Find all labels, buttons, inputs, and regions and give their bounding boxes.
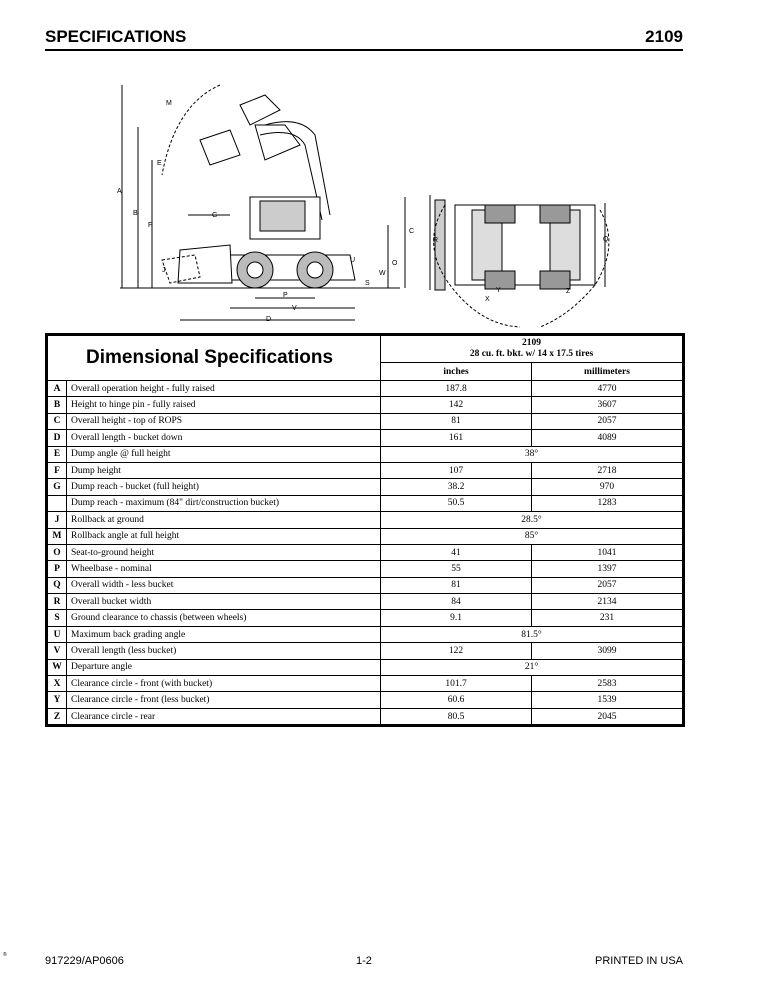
row-millimeters: 2045 xyxy=(532,708,683,724)
svg-text:W: W xyxy=(379,270,386,277)
svg-text:J: J xyxy=(162,267,166,274)
table-row xyxy=(48,577,683,593)
table-row xyxy=(48,708,683,724)
table-row xyxy=(48,692,683,708)
table-row xyxy=(48,512,683,528)
svg-text:C: C xyxy=(409,228,415,235)
table-title: Dimensional Specifications xyxy=(48,336,381,381)
registered-mark: ® xyxy=(3,952,7,958)
table-row xyxy=(48,446,683,462)
svg-text:F: F xyxy=(148,222,153,229)
row-description: Overall length - bucket down xyxy=(67,430,381,446)
svg-text:M: M xyxy=(166,100,172,107)
svg-text:O: O xyxy=(392,260,398,267)
row-inches: 107 xyxy=(381,462,532,478)
row-description: Maximum back grading angle xyxy=(67,626,381,642)
svg-text:V: V xyxy=(292,305,297,312)
svg-text:B: B xyxy=(133,210,138,217)
row-millimeters: 231 xyxy=(532,610,683,626)
row-letter: O xyxy=(48,544,67,560)
svg-text:X: X xyxy=(485,296,490,303)
row-millimeters: 970 xyxy=(532,479,683,495)
row-letter: Z xyxy=(48,708,67,724)
row-description: Rollback at ground xyxy=(67,512,381,528)
page-number: 1-2 xyxy=(356,955,372,967)
row-inches: 122 xyxy=(381,643,532,659)
row-description: Overall bucket width xyxy=(67,594,381,610)
dimensional-specifications-table xyxy=(45,333,685,727)
svg-text:Y: Y xyxy=(496,287,501,294)
table-row xyxy=(48,479,683,495)
page-title: SPECIFICATIONS xyxy=(45,27,187,46)
row-value: 28.5° xyxy=(381,512,683,528)
printed-in: PRINTED IN USA xyxy=(594,955,683,967)
row-inches: 60.6 xyxy=(381,692,532,708)
row-letter: J xyxy=(48,512,67,528)
document-number: 917229/AP0606 xyxy=(45,955,124,967)
table-row xyxy=(48,676,683,692)
row-description: Rollback angle at full height xyxy=(67,528,381,544)
row-description: Clearance circle - front (with bucket) xyxy=(67,676,381,692)
row-letter: V xyxy=(48,643,67,659)
table-row xyxy=(48,659,683,675)
row-inches: 81 xyxy=(381,577,532,593)
row-description: Overall length (less bucket) xyxy=(67,643,381,659)
row-description: Wheelbase - nominal xyxy=(67,561,381,577)
row-value: 38° xyxy=(381,446,683,462)
row-inches: 81 xyxy=(381,413,532,429)
table-model: 2109 xyxy=(522,338,541,349)
svg-text:S: S xyxy=(365,280,370,287)
row-millimeters: 3607 xyxy=(532,397,683,413)
svg-text:E: E xyxy=(157,160,162,167)
row-description: Clearance circle - rear xyxy=(67,708,381,724)
row-inches: 84 xyxy=(381,594,532,610)
table-model-header xyxy=(381,336,683,363)
row-inches: 38.2 xyxy=(381,479,532,495)
col-mm-header: millimeters xyxy=(532,363,683,381)
row-description: Dump height xyxy=(67,462,381,478)
row-description: Overall width - less bucket xyxy=(67,577,381,593)
row-millimeters: 2057 xyxy=(532,577,683,593)
row-description: Seat-to-ground height xyxy=(67,544,381,560)
row-millimeters: 4770 xyxy=(532,381,683,397)
row-inches: 101.7 xyxy=(381,676,532,692)
table-row xyxy=(48,397,683,413)
row-description: Departure angle xyxy=(67,659,381,675)
row-letter xyxy=(48,495,67,511)
table-row xyxy=(48,462,683,478)
table-row xyxy=(48,626,683,642)
table-row xyxy=(48,381,683,397)
row-millimeters: 1041 xyxy=(532,544,683,560)
svg-text:Q: Q xyxy=(603,236,609,243)
row-inches: 50.5 xyxy=(381,495,532,511)
row-letter: P xyxy=(48,561,67,577)
table-row xyxy=(48,528,683,544)
svg-text:P: P xyxy=(283,292,288,299)
row-letter: U xyxy=(48,626,67,642)
row-description: Dump angle @ full height xyxy=(67,446,381,462)
row-inches: 80.5 xyxy=(381,708,532,724)
row-value: 85° xyxy=(381,528,683,544)
table-row xyxy=(48,430,683,446)
table-row xyxy=(48,561,683,577)
row-letter: D xyxy=(48,430,67,446)
row-millimeters: 2134 xyxy=(532,594,683,610)
page-header xyxy=(45,27,683,51)
row-letter: A xyxy=(48,381,67,397)
row-letter: M xyxy=(48,528,67,544)
table-row xyxy=(48,544,683,560)
col-inches-header: inches xyxy=(381,363,532,381)
table-row xyxy=(48,495,683,511)
row-millimeters: 4089 xyxy=(532,430,683,446)
row-description: Overall operation height - fully raised xyxy=(67,381,381,397)
row-inches: 187.8 xyxy=(381,381,532,397)
row-millimeters: 2057 xyxy=(532,413,683,429)
row-value: 81.5° xyxy=(381,626,683,642)
row-description: Overall height - top of ROPS xyxy=(67,413,381,429)
row-description: Dump reach - maximum (84" dirt/construction bucket) xyxy=(67,495,381,511)
table-config: 28 cu. ft. bkt. w/ 14 x 17.5 tires xyxy=(469,349,594,360)
table-row xyxy=(48,413,683,429)
row-letter: Q xyxy=(48,577,67,593)
table-row xyxy=(48,643,683,659)
row-millimeters: 2583 xyxy=(532,676,683,692)
row-inches: 9.1 xyxy=(381,610,532,626)
row-millimeters: 1283 xyxy=(532,495,683,511)
row-millimeters: 1539 xyxy=(532,692,683,708)
row-letter: F xyxy=(48,462,67,478)
row-millimeters: 3099 xyxy=(532,643,683,659)
row-millimeters: 2718 xyxy=(532,462,683,478)
svg-text:G: G xyxy=(212,212,218,219)
model-number: 2109 xyxy=(645,27,683,46)
machine-dimension-diagram xyxy=(100,65,660,330)
row-letter: E xyxy=(48,446,67,462)
row-inches: 55 xyxy=(381,561,532,577)
row-letter: W xyxy=(48,659,67,675)
row-description: Dump reach - bucket (full height) xyxy=(67,479,381,495)
row-inches: 142 xyxy=(381,397,532,413)
row-description: Height to hinge pin - fully raised xyxy=(67,397,381,413)
table-row xyxy=(48,610,683,626)
row-value: 21° xyxy=(381,659,683,675)
row-letter: B xyxy=(48,397,67,413)
table-row xyxy=(48,594,683,610)
svg-text:D: D xyxy=(266,316,272,323)
row-inches: 161 xyxy=(381,430,532,446)
row-letter: R xyxy=(48,594,67,610)
row-letter: C xyxy=(48,413,67,429)
row-letter: Y xyxy=(48,692,67,708)
row-millimeters: 1397 xyxy=(532,561,683,577)
svg-text:R: R xyxy=(433,237,439,244)
svg-text:A: A xyxy=(117,188,122,195)
svg-text:Z: Z xyxy=(566,288,571,295)
row-description: Clearance circle - front (less bucket) xyxy=(67,692,381,708)
row-inches: 41 xyxy=(381,544,532,560)
row-description: Ground clearance to chassis (between wheels) xyxy=(67,610,381,626)
row-letter: X xyxy=(48,676,67,692)
row-letter: G xyxy=(48,479,67,495)
svg-text:U: U xyxy=(350,257,356,264)
row-letter: S xyxy=(48,610,67,626)
